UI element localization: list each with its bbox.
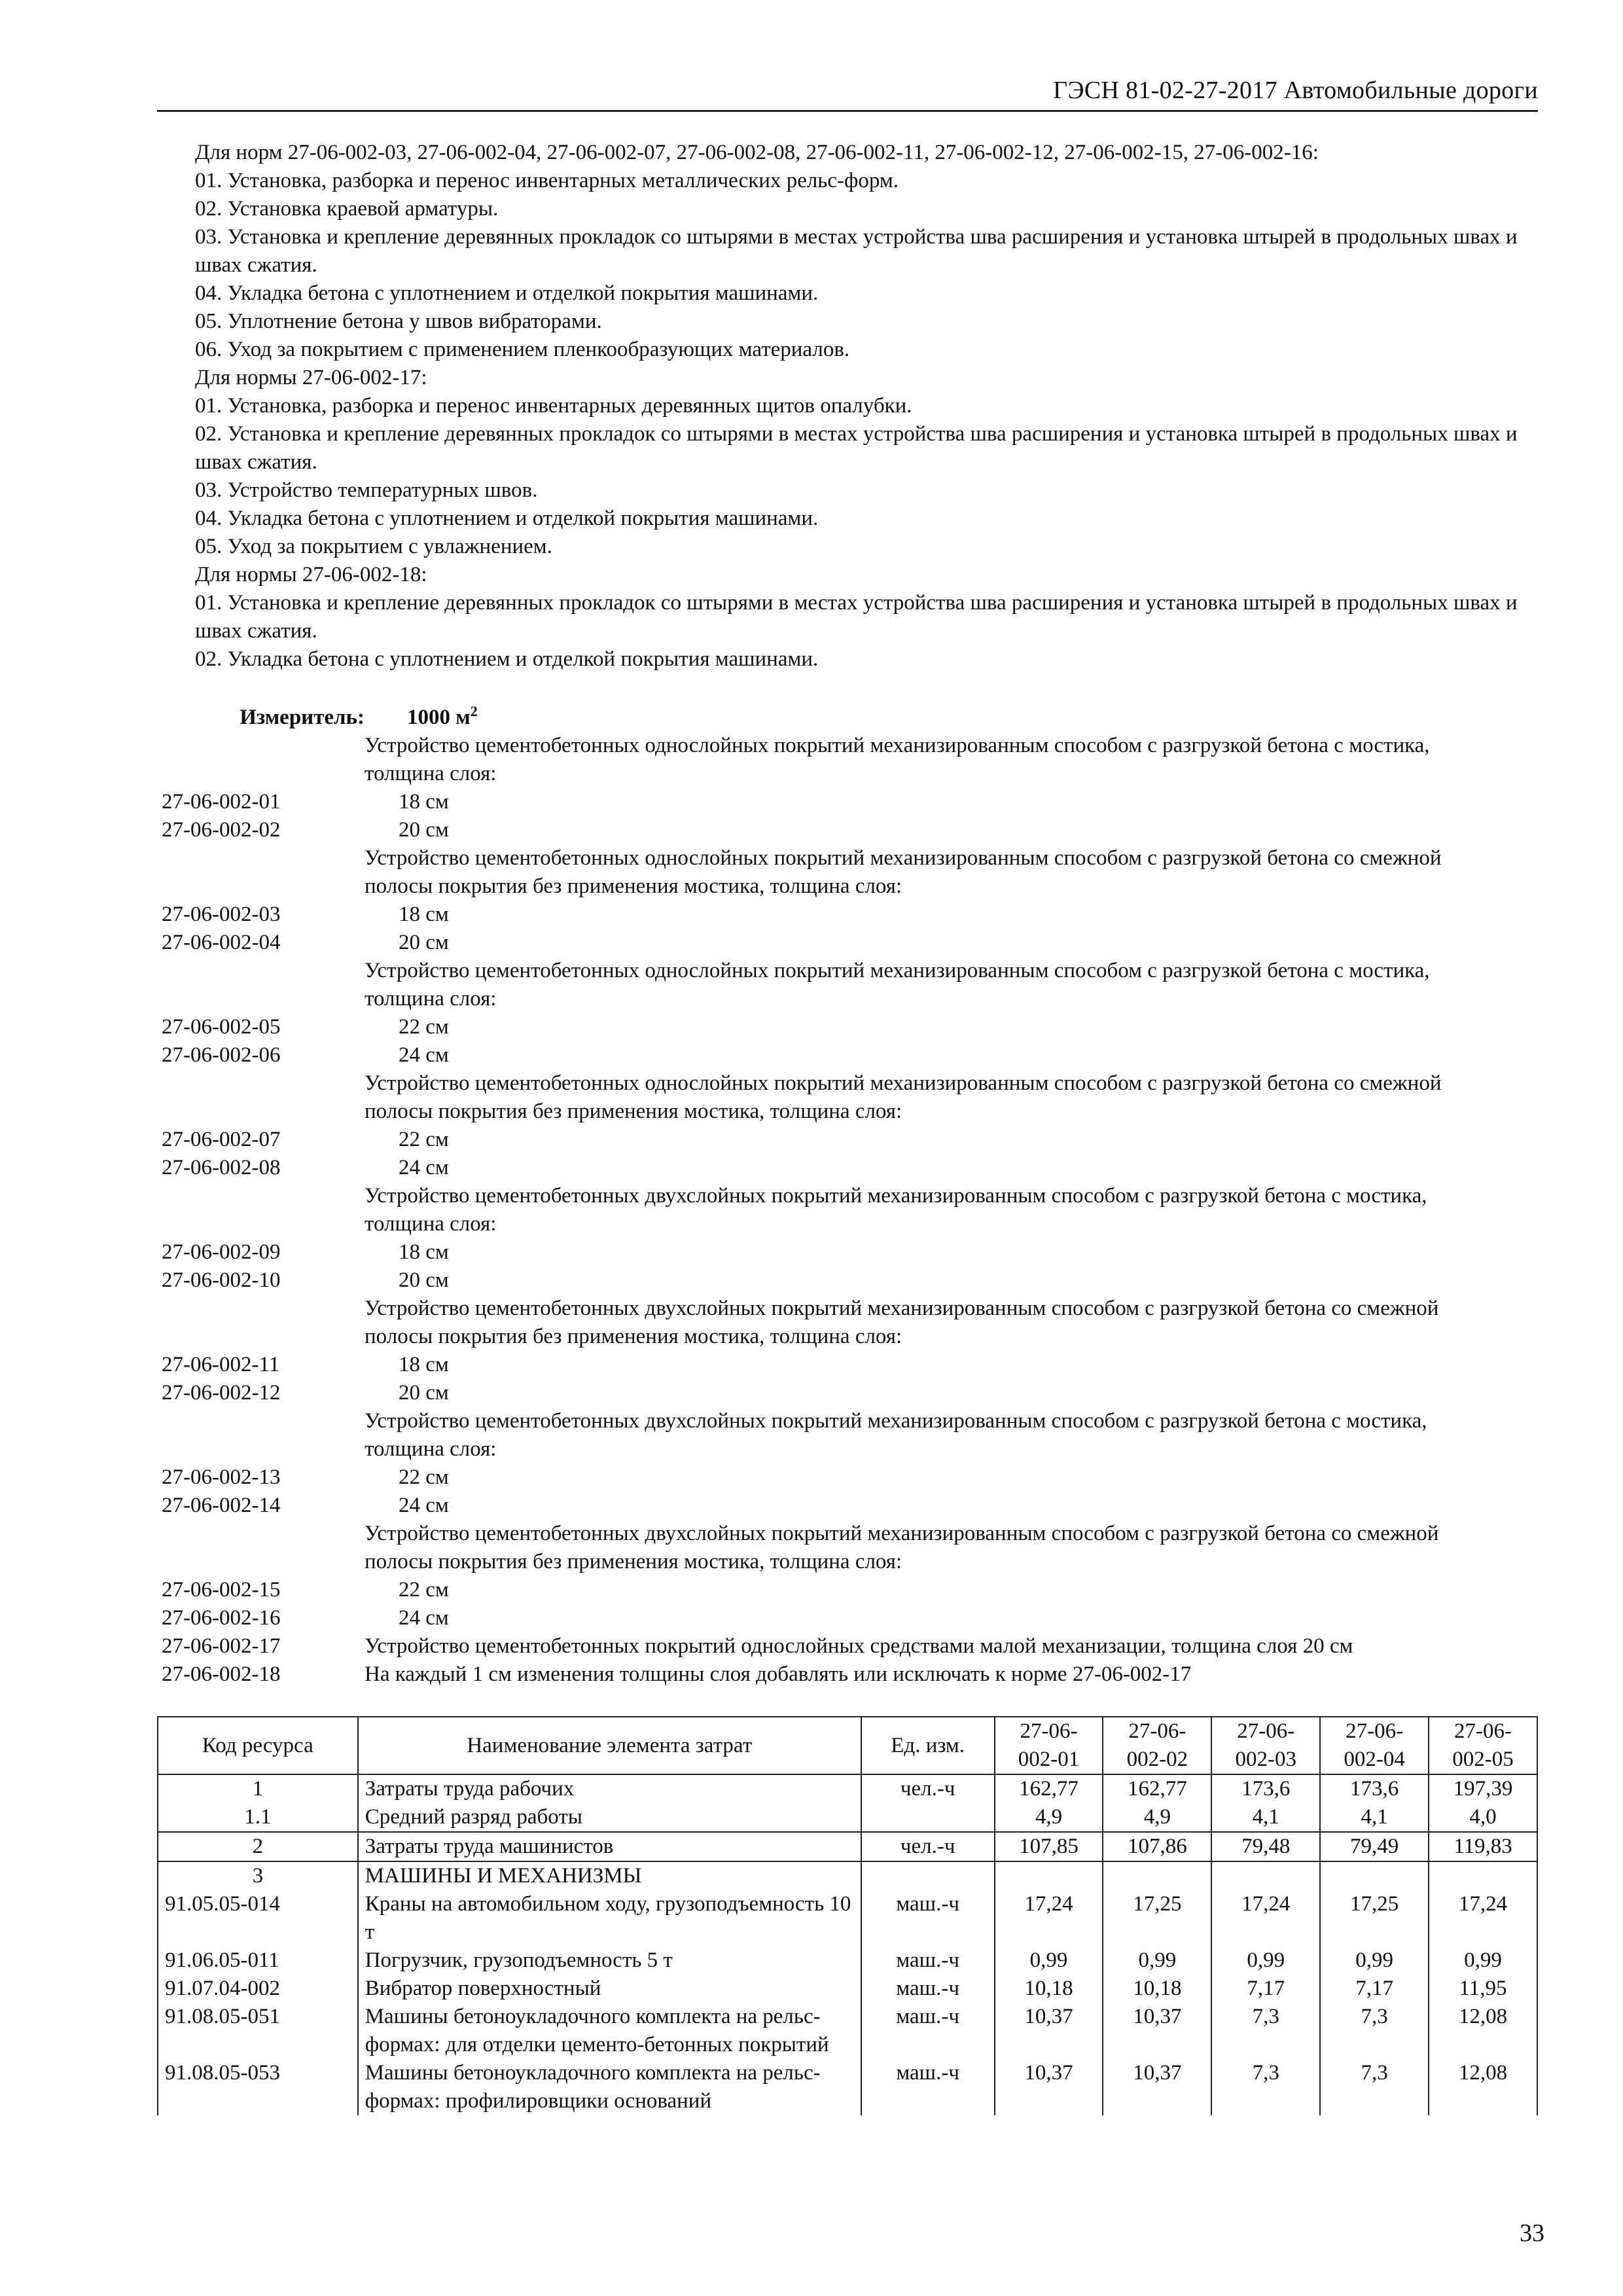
- norm-description: 24 см: [399, 1494, 449, 1517]
- step-line: 05. Уход за покрытием с увлажнением.: [195, 535, 552, 558]
- resource-code: 91.06.05-011: [158, 1946, 358, 1975]
- norm-code: [162, 1520, 365, 1576]
- norm-row: [162, 844, 1543, 901]
- norm-code: 27-06-002-08: [162, 1156, 281, 1179]
- norm-description: Устройство цементобетонных однослойных покрытий механизированным способом с разгрузкой бетона со смежной полосы покрытия без применения мостика, толщина слоя:: [365, 1071, 1442, 1123]
- norm-row: [162, 1069, 1543, 1126]
- norm-code: 27-06-002-14: [162, 1494, 281, 1517]
- cost-element-name: Машины бетоноукладочного комплекта на рельс-формах: профилировщики оснований: [358, 2059, 861, 2115]
- step-line: Для нормы 27-06-002-17:: [195, 366, 427, 389]
- norm-value: 0,99: [1429, 1946, 1537, 1975]
- step-line: 04. Укладка бетона с уплотнением и отделкой покрытия машинами.: [195, 281, 819, 305]
- norm-row: [162, 816, 1543, 844]
- norm-value: [1103, 1861, 1211, 1890]
- norm-description: 24 см: [399, 1606, 449, 1630]
- norm-code: 27-06-002-07: [162, 1128, 281, 1151]
- table-row: [158, 1946, 1537, 1975]
- meter-value: [407, 697, 478, 732]
- norm-description: Устройство цементобетонных однослойных покрытий механизированным способом с разгрузкой бетона с мостика, толщина слоя:: [365, 734, 1430, 785]
- norm-value: 4,0: [1429, 1803, 1537, 1832]
- cost-element-name: Погрузчик, грузоподъемность 5 т: [358, 1946, 861, 1975]
- norm-value: 173,6: [1320, 1774, 1429, 1803]
- norm-code: [162, 844, 365, 901]
- norm-value: 0,99: [1320, 1946, 1429, 1975]
- column-header: Ед. изм.: [861, 1717, 995, 1774]
- norm-value: [1211, 1861, 1320, 1890]
- norm-value: 17,25: [1103, 1890, 1211, 1946]
- norm-value: 4,1: [1320, 1803, 1429, 1832]
- norm-value: 79,48: [1211, 1832, 1320, 1861]
- norm-code: [162, 1182, 365, 1238]
- unit: маш.-ч: [861, 1975, 995, 2003]
- meter-unit: 1000 м: [407, 706, 471, 729]
- norm-value: 10,37: [1103, 2003, 1211, 2059]
- norm-code: [162, 1295, 365, 1351]
- norm-value: 173,6: [1211, 1774, 1320, 1803]
- norm-row: [162, 1154, 1543, 1182]
- norm-code: 27-06-002-16: [162, 1606, 281, 1630]
- norm-value: 197,39: [1429, 1774, 1537, 1803]
- norm-description: 20 см: [399, 1268, 449, 1292]
- norm-description: Устройство цементобетонных однослойных покрытий механизированным способом с разгрузкой бетона с мостика, толщина слоя:: [365, 959, 1430, 1011]
- norm-row: [162, 1182, 1543, 1238]
- step-line: Для нормы 27-06-002-18:: [195, 563, 427, 586]
- norm-value: 10,37: [995, 2003, 1103, 2059]
- norm-description: Устройство цементобетонных двухслойных покрытий механизированным способом с разгрузкой бетона с мостика, толщина слоя:: [365, 1184, 1427, 1236]
- norm-value: 17,24: [1211, 1890, 1320, 1946]
- meter-label: Измеритель:: [240, 706, 365, 729]
- norm-value: 10,18: [995, 1975, 1103, 2003]
- unit: чел.-ч: [861, 1774, 995, 1803]
- norm-row: [162, 1407, 1543, 1463]
- norm-code: [162, 732, 365, 788]
- norm-value: 7,3: [1320, 2059, 1429, 2115]
- norm-code: 27-06-002-09: [162, 1240, 281, 1264]
- norm-description: 20 см: [399, 1381, 449, 1405]
- table-row: [158, 1803, 1537, 1832]
- norm-value: 0,99: [1211, 1946, 1320, 1975]
- unit: чел.-ч: [861, 1832, 995, 1861]
- step-line: 02. Укладка бетона с уплотнением и отделкой покрытия машинами.: [195, 647, 819, 671]
- resource-code: 91.07.04-002: [158, 1975, 358, 2003]
- norm-value: 4,1: [1211, 1803, 1320, 1832]
- norm-value: 7,3: [1211, 2003, 1320, 2059]
- norm-description: 18 см: [399, 790, 449, 814]
- step-line: 02. Установка краевой арматуры.: [195, 197, 499, 221]
- meter-row: [162, 700, 1543, 732]
- resource-code: 91.08.05-053: [158, 2059, 358, 2115]
- norm-row: [162, 1604, 1543, 1632]
- norm-value: 7,17: [1211, 1975, 1320, 2003]
- norm-value: [1429, 1861, 1537, 1890]
- norm-value: 7,17: [1320, 1975, 1429, 2003]
- norm-code: 27-06-002-17: [162, 1634, 281, 1658]
- norm-value: 10,37: [1103, 2059, 1211, 2115]
- norm-value: 11,95: [1429, 1975, 1537, 2003]
- norm-code: 27-06-002-03: [162, 903, 281, 926]
- norm-row: [162, 1520, 1543, 1576]
- work-steps-list: [195, 139, 1530, 673]
- norms-section: [162, 700, 1543, 1689]
- norm-description: Устройство цементобетонных двухслойных покрытий механизированным способом с разгрузкой бетона со смежной полосы покрытия без применения мостика, толщина слоя:: [365, 1522, 1439, 1573]
- unit: [861, 1803, 995, 1832]
- norm-row: [162, 1379, 1543, 1407]
- norm-code: 27-06-002-06: [162, 1043, 281, 1067]
- table-row: [158, 1861, 1537, 1890]
- cost-element-name: МАШИНЫ И МЕХАНИЗМЫ: [358, 1861, 861, 1890]
- norm-description: 18 см: [399, 1240, 449, 1264]
- column-header: Наименование элемента затрат: [358, 1717, 861, 1774]
- page-number: 33: [1520, 2219, 1544, 2247]
- norm-row: [162, 1660, 1543, 1689]
- step-line: 05. Уплотнение бетона у швов вибраторами.: [195, 310, 602, 333]
- meter-unit-power: 2: [470, 703, 478, 719]
- norm-value: 119,83: [1429, 1832, 1537, 1861]
- cost-element-name: Вибратор поверхностный: [358, 1975, 861, 2003]
- norm-description: 22 см: [399, 1578, 449, 1602]
- resource-code: 1.1: [158, 1803, 358, 1832]
- unit: [861, 1861, 995, 1890]
- norm-code: 27-06-002-10: [162, 1268, 281, 1292]
- norm-description: 22 см: [399, 1465, 449, 1489]
- column-header: 27-06- 002-03: [1211, 1717, 1320, 1774]
- cost-element-name: Затраты труда рабочих: [358, 1774, 861, 1803]
- column-header: 27-06- 002-02: [1103, 1717, 1211, 1774]
- norm-description: На каждый 1 см изменения толщины слоя добавлять или исключать к норме 27-06-002-17: [365, 1662, 1192, 1686]
- norm-row: [162, 1351, 1543, 1379]
- norm-value: 4,9: [1103, 1803, 1211, 1832]
- step-line: 03. Установка и крепление деревянных прокладок со штырями в местах устройства шва расширения и установка штырей в продольных швах и швах сжатия.: [195, 225, 1518, 277]
- norm-description: 20 см: [399, 931, 449, 954]
- cost-table: [157, 1716, 1538, 2115]
- norm-value: 4,9: [995, 1803, 1103, 1832]
- norm-description: Устройство цементобетонных покрытий однослойных средствами малой механизации, толщина слоя 20 см: [365, 1634, 1353, 1658]
- step-line: 03. Устройство температурных швов.: [195, 478, 538, 502]
- norm-row: [162, 1238, 1543, 1266]
- norm-description: 18 см: [399, 903, 449, 926]
- resource-code: 2: [158, 1832, 358, 1861]
- norm-value: 162,77: [995, 1774, 1103, 1803]
- cost-element-name: Краны на автомобильном ходу, грузоподъемность 10 т: [358, 1890, 861, 1946]
- norm-code: 27-06-002-05: [162, 1015, 281, 1039]
- step-line: 06. Уход за покрытием с применением пленкообразующих материалов.: [195, 338, 850, 361]
- table-row: [158, 1890, 1537, 1946]
- document-title: ГЭСН 81-02-27-2017 Автомобильные дороги: [1053, 77, 1538, 104]
- table-row: [158, 1832, 1537, 1861]
- step-line: 01. Установка, разборка и перенос инвентарных деревянных щитов опалубки.: [195, 394, 912, 418]
- resource-code: 91.05.05-014: [158, 1890, 358, 1946]
- norm-code: 27-06-002-01: [162, 790, 281, 814]
- norm-row: [162, 957, 1543, 1013]
- norm-value: 7,3: [1320, 2003, 1429, 2059]
- norm-row: [162, 732, 1543, 788]
- table-row: [158, 1975, 1537, 2003]
- norm-value: 10,18: [1103, 1975, 1211, 2003]
- norm-description: 24 см: [399, 1043, 449, 1067]
- norm-description: Устройство цементобетонных двухслойных покрытий механизированным способом с разгрузкой бетона с мостика, толщина слоя:: [365, 1409, 1427, 1461]
- column-header: 27-06- 002-01: [995, 1717, 1103, 1774]
- cost-element-name: Затраты труда машинистов: [358, 1832, 861, 1861]
- norm-value: 79,49: [1320, 1832, 1429, 1861]
- table-row: [158, 2003, 1537, 2059]
- norm-row: [162, 1576, 1543, 1604]
- step-line: 01. Установка, разборка и перенос инвентарных металлических рельс-форм.: [195, 169, 899, 192]
- norm-code: 27-06-002-18: [162, 1662, 281, 1686]
- norm-row: [162, 1041, 1543, 1069]
- norm-row: [162, 901, 1543, 929]
- step-line: 01. Установка и крепление деревянных прокладок со штырями в местах устройства шва расширения и установка штырей в продольных швах и швах сжатия.: [195, 591, 1518, 643]
- norm-code: 27-06-002-13: [162, 1465, 281, 1489]
- norm-value: 17,24: [995, 1890, 1103, 1946]
- norm-description: 18 см: [399, 1353, 449, 1376]
- norm-row: [162, 1492, 1543, 1520]
- resource-code: 3: [158, 1861, 358, 1890]
- unit: маш.-ч: [861, 1890, 995, 1946]
- norm-row: [162, 929, 1543, 957]
- norm-value: 107,85: [995, 1832, 1103, 1861]
- table-body: [158, 1774, 1537, 2115]
- unit: маш.-ч: [861, 2003, 995, 2059]
- table-row: [158, 1774, 1537, 1803]
- norm-code: [162, 1069, 365, 1126]
- norm-value: 12,08: [1429, 2059, 1537, 2115]
- resource-code: 91.08.05-051: [158, 2003, 358, 2059]
- norm-value: 17,24: [1429, 1890, 1537, 1946]
- norm-code: 27-06-002-02: [162, 818, 281, 842]
- norm-description: 22 см: [399, 1015, 449, 1039]
- norm-value: 7,3: [1211, 2059, 1320, 2115]
- norm-row: [162, 1126, 1543, 1154]
- norm-row: [162, 1632, 1543, 1660]
- norm-code: 27-06-002-15: [162, 1578, 281, 1602]
- norms-list: [162, 732, 1543, 1689]
- norm-value: 162,77: [1103, 1774, 1211, 1803]
- norm-description: Устройство цементобетонных однослойных покрытий механизированным способом с разгрузкой бетона со смежной полосы покрытия без применения мостика, толщина слоя:: [365, 846, 1442, 898]
- norm-value: 0,99: [995, 1946, 1103, 1975]
- step-line: 02. Установка и крепление деревянных прокладок со штырями в местах устройства шва расширения и установка штырей в продольных швах и швах сжатия.: [195, 422, 1518, 474]
- unit: маш.-ч: [861, 2059, 995, 2115]
- norm-description: 20 см: [399, 818, 449, 842]
- norm-row: [162, 1463, 1543, 1492]
- norm-code: 27-06-002-04: [162, 931, 281, 954]
- norm-value: 10,37: [995, 2059, 1103, 2115]
- norm-row: [162, 1013, 1543, 1041]
- table-header-row: [158, 1717, 1537, 1774]
- norm-row: [162, 1295, 1543, 1351]
- norm-code: 27-06-002-12: [162, 1381, 281, 1405]
- cost-element-name: Машины бетоноукладочного комплекта на рельс-формах: для отделки цементо-бетонных покрытий: [358, 2003, 861, 2059]
- norm-description: 22 см: [399, 1128, 449, 1151]
- step-line: 04. Укладка бетона с уплотнением и отделкой покрытия машинами.: [195, 507, 819, 530]
- norm-description: 24 см: [399, 1156, 449, 1179]
- norm-code: [162, 1407, 365, 1463]
- running-header: [157, 71, 1538, 112]
- norm-row: [162, 788, 1543, 816]
- norm-value: 107,86: [1103, 1832, 1211, 1861]
- norm-description: Устройство цементобетонных двухслойных покрытий механизированным способом с разгрузкой бетона со смежной полосы покрытия без применения мостика, толщина слоя:: [365, 1297, 1439, 1348]
- norm-value: [1320, 1861, 1429, 1890]
- norm-row: [162, 1266, 1543, 1295]
- column-header: Код ресурса: [158, 1717, 358, 1774]
- cost-element-name: Средний разряд работы: [358, 1803, 861, 1832]
- norm-value: 12,08: [1429, 2003, 1537, 2059]
- norm-code: [162, 957, 365, 1013]
- norm-code: 27-06-002-11: [162, 1353, 280, 1376]
- column-header: 27-06- 002-05: [1429, 1717, 1537, 1774]
- step-line: Для норм 27-06-002-03, 27-06-002-04, 27-06-002-07, 27-06-002-08, 27-06-002-11, 27-06-002-12, 27-06-002-15, 27-06-002-16:: [195, 141, 1319, 164]
- resource-code: 1: [158, 1774, 358, 1803]
- norm-value: 17,25: [1320, 1890, 1429, 1946]
- column-header: 27-06- 002-04: [1320, 1717, 1429, 1774]
- unit: маш.-ч: [861, 1946, 995, 1975]
- table-row: [158, 2059, 1537, 2115]
- norm-value: 0,99: [1103, 1946, 1211, 1975]
- norm-value: [995, 1861, 1103, 1890]
